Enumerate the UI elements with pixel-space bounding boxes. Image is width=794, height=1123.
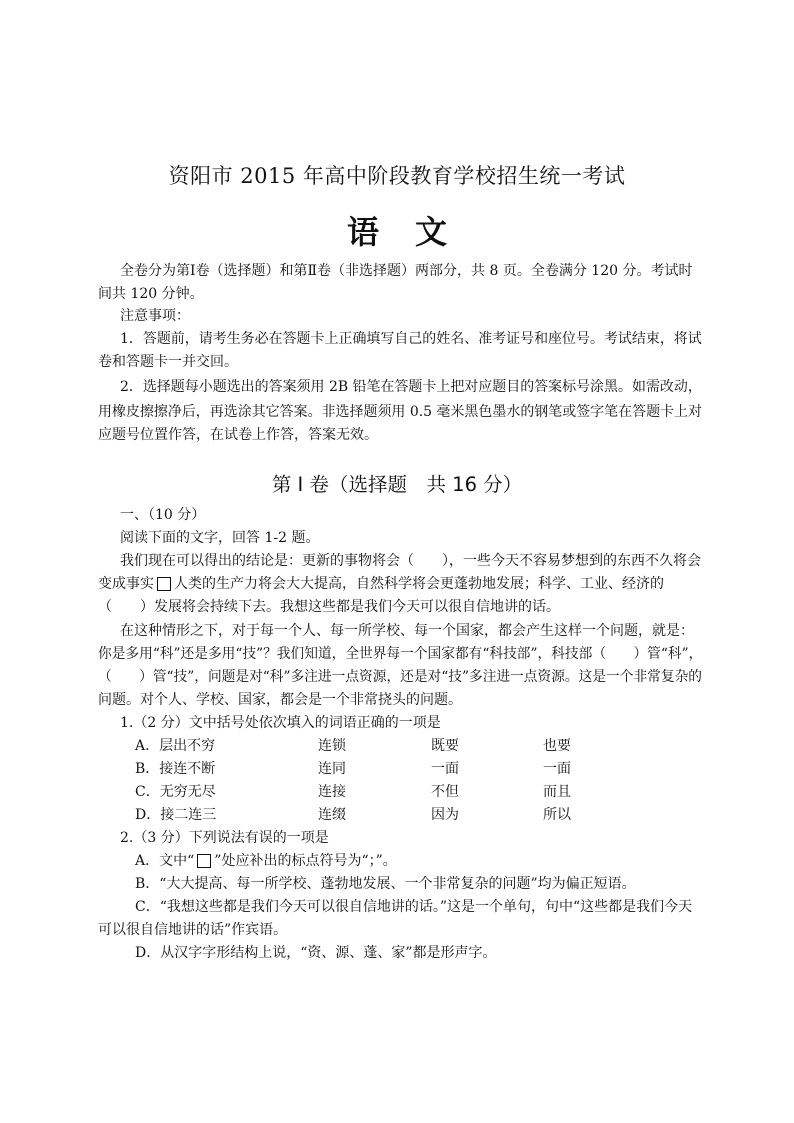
notice-item-2-line-2: 用橡皮擦擦净后，再选涂其它答案。非选择题须用 0.5 毫米黑色墨水的钢笔或签字笔在答题卡上对 bbox=[98, 404, 702, 420]
q1-option-c-word-3: 不但 bbox=[431, 784, 459, 800]
notice-item-2-line-3: 应题号位置作答，在试卷上作答，答案无效。 bbox=[98, 427, 378, 443]
passage-p1-line-3: （ ）发展将会持续下去。我想这些都是我们今天可以很自信地讲的话。 bbox=[98, 599, 560, 615]
q1-option-d-word-2: 连缀 bbox=[318, 807, 346, 823]
q1-option-b-word-4: 一面 bbox=[543, 761, 571, 777]
passage-p2-line-1: 在这种情形之下，对于每一个人、每一所学校、每一个国家，都会产生这样一个问题，就是： bbox=[120, 623, 694, 639]
passage-p1-line-2-start: 变成事实 bbox=[98, 576, 154, 592]
q1-option-c-word-2: 连接 bbox=[318, 784, 346, 800]
q2-option-a-end: ”处应补出的标点符号为“；”。 bbox=[214, 853, 397, 869]
intro-line-2: 间共 120 分钟。 bbox=[98, 286, 204, 302]
question-2-stem: 2.（3 分）下列说法有误的一项是 bbox=[120, 830, 329, 846]
q1-option-a-label: A．层出不穷 bbox=[135, 738, 216, 754]
part-1-title: 第 I 卷（选择题 共 16 分） bbox=[271, 473, 523, 496]
q1-option-d-word-3: 因为 bbox=[431, 807, 459, 823]
q2-option-c-line-1: C．“我想这些都是我们今天可以很自信地讲的话。”这是一个单句，句中“这些都是我们今天 bbox=[135, 899, 693, 915]
q1-option-a-word-4: 也要 bbox=[543, 738, 571, 754]
q1-option-c-label: C．无穷无尽 bbox=[135, 784, 216, 800]
q2-option-b: B．“大大提高、每一所学校、蓬勃地发展、一个非常复杂的问题”均为偏正短语。 bbox=[135, 876, 636, 892]
notice-item-1-line-2: 卷和答题卡一并交回。 bbox=[98, 354, 238, 370]
notice-item-1-line-1: 1．答题前，请考生务必在答题卡上正确填写自己的姓名、准考证号和座位号。考试结束，将试 bbox=[120, 331, 702, 347]
q1-option-b-word-2: 连同 bbox=[318, 761, 346, 777]
blank-box-reference bbox=[197, 854, 211, 868]
subject-title: 语文 bbox=[346, 213, 483, 251]
passage-p1-line-2-end: 人类的生产力将会大大提高，自然科学将会更蓬勃地发展；科学、工业、经济的 bbox=[174, 576, 664, 592]
passage-p2-line-4: 问题。对个人、学校、国家，都会是一个非常挠头的问题。 bbox=[98, 692, 462, 708]
passage-p2-line-3: （ ）管“技”，问题是对“科”多注进一点资源，还是对“技”多注进一点资源。这是一个非常复杂的 bbox=[98, 669, 702, 685]
passage-p1-line-1: 我们现在可以得出的结论是：更新的事物将会（ ），一些今天不容易梦想到的东西不久将会 bbox=[120, 553, 701, 569]
section-label: 一、（10 分） bbox=[120, 507, 206, 523]
notice-item-2-line-1: 2．选择题每小题选出的答案须用 2B 铅笔在答题卡上把对应题目的答案标号涂黑。如需改动， bbox=[120, 379, 702, 395]
q2-option-d: D．从汉字字形结构上说，“资、源、蓬、家”都是形声字。 bbox=[135, 945, 497, 961]
q2-option-a bbox=[135, 852, 397, 870]
blank-punctuation-box bbox=[157, 577, 171, 591]
exam-title: 资阳市 2015 年高中阶段教育学校招生统一考试 bbox=[168, 164, 626, 188]
q1-option-a-word-3: 既要 bbox=[431, 738, 459, 754]
question-1-stem: 1.（2 分）文中括号处依次填入的词语正确的一项是 bbox=[120, 715, 441, 731]
q1-option-d-word-4: 所以 bbox=[543, 807, 571, 823]
passage-p2-line-2: 你是多用“科”还是多用“技”？我们知道，全世界每一个国家都有“科技部”，科技部（ ）管“科”， bbox=[98, 646, 703, 662]
q2-option-a-start: A．文中“ bbox=[135, 853, 195, 869]
intro-line-1: 全卷分为第Ⅰ卷（选择题）和第Ⅱ卷（非选择题）两部分，共 8 页。全卷满分 120 分。考试时 bbox=[120, 263, 693, 279]
q1-option-b-word-3: 一面 bbox=[431, 761, 459, 777]
passage-p1-line-2 bbox=[98, 575, 664, 593]
notice-label: 注意事项： bbox=[120, 308, 190, 324]
q2-option-c-line-2: 可以很自信地讲的话”作宾语。 bbox=[98, 922, 288, 938]
reading-instruction: 阅读下面的文字，回答 1-2 题。 bbox=[120, 530, 320, 546]
q1-option-d-label: D．接二连三 bbox=[135, 807, 217, 823]
q1-option-a-word-2: 连锁 bbox=[318, 738, 346, 754]
q1-option-c-word-4: 而且 bbox=[543, 784, 571, 800]
q1-option-b-label: B．接连不断 bbox=[135, 761, 216, 777]
